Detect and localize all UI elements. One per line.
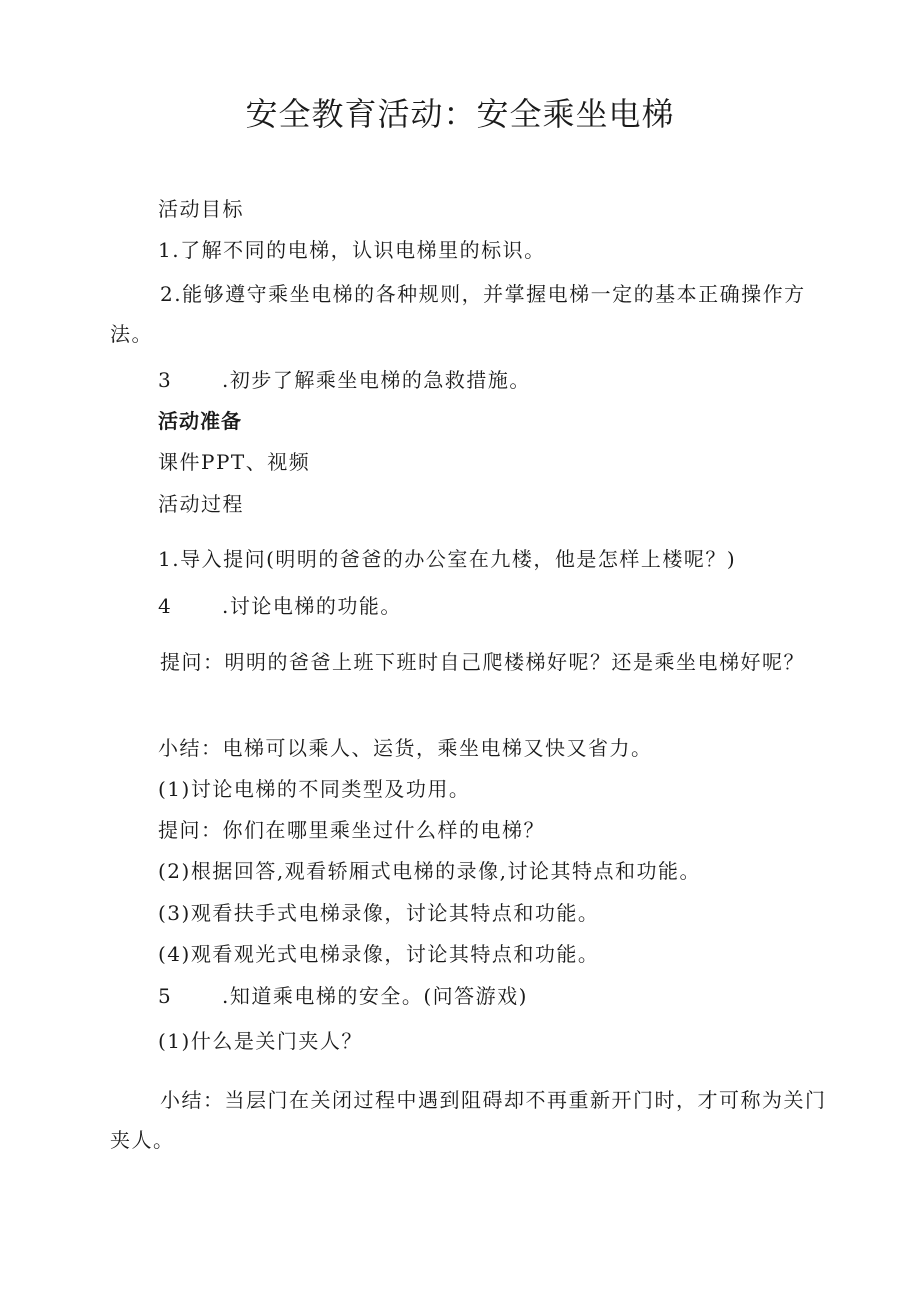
goal-item-2: 2.能够遵守乘坐电梯的各种规则，并掌握电梯一定的基本正确操作方法。 — [110, 282, 806, 346]
prep-text: 课件PPT、视频 — [158, 450, 311, 474]
process-heading: 活动过程 — [158, 492, 244, 516]
process-step-4-text: .讨论电梯的功能。 — [222, 594, 402, 618]
goal-item-1: 1.了解不同的电梯，认识电梯里的标识。 — [158, 238, 546, 262]
goal-item-3 — [158, 366, 531, 394]
document-title: 安全教育活动：安全乘坐电梯 — [245, 95, 675, 133]
summary-2: 小结：当层门在关闭过程中遇到阻碍却不再重新开门时，才可称为关门夹人。 — [110, 1088, 827, 1152]
sub-item-3: (3)观看扶手式电梯录像，讨论其特点和功能。 — [158, 901, 600, 925]
process-step-5 — [158, 982, 528, 1010]
goal-heading: 活动目标 — [158, 197, 244, 221]
sub-item-4: (4)观看观光式电梯录像，讨论其特点和功能。 — [158, 942, 600, 966]
process-step-4 — [158, 592, 402, 620]
sub-item-2: (2)根据回答,观看轿厢式电梯的录像,讨论其特点和功能。 — [158, 859, 702, 883]
process-step-5-number: 5 — [158, 984, 173, 1008]
sub-item-1: (1)讨论电梯的不同类型及功用。 — [158, 777, 471, 801]
goal-item-3-text: .初步了解乘坐电梯的急救措施。 — [222, 368, 531, 392]
process-step-5-text: .知道乘电梯的安全。(问答游戏) — [222, 984, 528, 1008]
question-2: 提问：你们在哪里乘坐过什么样的电梯？ — [158, 818, 545, 842]
sub-item-5: (1)什么是关门夹人？ — [158, 1029, 363, 1053]
goal-item-3-number: 3 — [158, 368, 173, 392]
process-step-1: 1.导入提问(明明的爸爸的办公室在九楼，他是怎样上楼呢？) — [158, 547, 737, 571]
prep-heading: 活动准备 — [158, 409, 242, 433]
process-step-4-number: 4 — [158, 594, 173, 618]
question-1: 提问：明明的爸爸上班下班时自己爬楼梯好呢？还是乘坐电梯好呢？ — [160, 650, 805, 674]
summary-1: 小结：电梯可以乘人、运货，乘坐电梯又快又省力。 — [158, 736, 653, 760]
